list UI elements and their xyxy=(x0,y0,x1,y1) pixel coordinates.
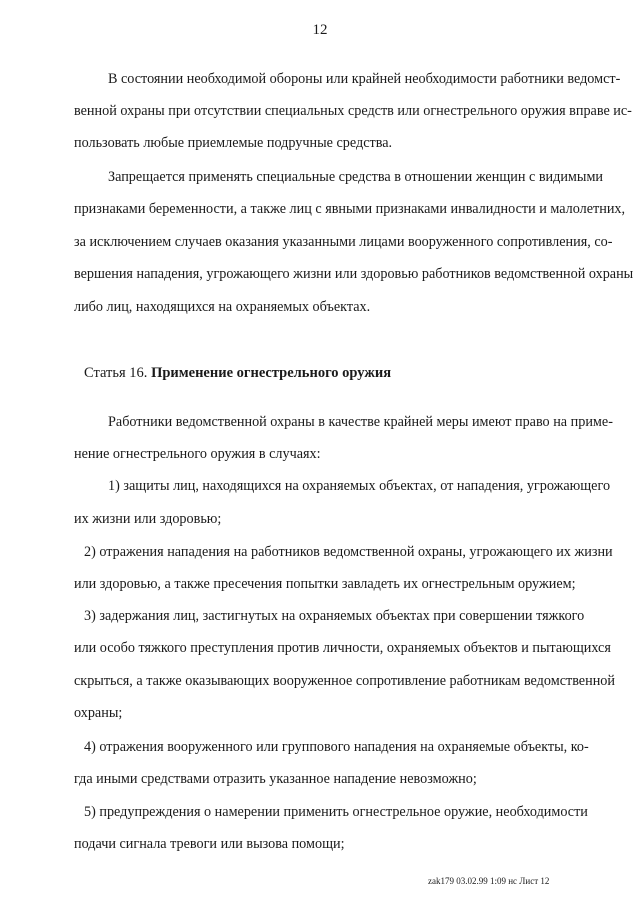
footer-stamp: zak179 03.02.99 1:09 нс Лист 12 xyxy=(428,876,550,886)
paragraph-line: венной охраны при отсутствии специальных средств или огнестрельного оружия вправе ис- xyxy=(74,103,632,119)
paragraph-line: вершения нападения, угрожающего жизни или здоровью работников ведомственной охраны xyxy=(74,266,634,282)
list-item-line: их жизни или здоровью; xyxy=(74,511,222,527)
article-title: Применение огнестрельного оружия xyxy=(151,365,392,381)
article-prefix: Статья 16. xyxy=(84,365,148,381)
list-item-line: 4) отражения вооруженного или группового нападения на охраняемые объекты, ко- xyxy=(84,739,589,755)
paragraph-line: за исключением случаев оказания указанными лицами вооруженного сопротивления, со- xyxy=(74,234,613,250)
list-item-line: охраны; xyxy=(74,705,123,721)
paragraph-line: признаками беременности, а также лиц с явными признаками инвалидности и малолетних, xyxy=(74,201,626,217)
paragraph-line: В состоянии необходимой обороны или крайней необходимости работники ведомст- xyxy=(108,71,621,87)
list-item-line: или здоровью, а также пресечения попытки завладеть их огнестрельным оружием; xyxy=(74,576,576,592)
page-number: 12 xyxy=(312,22,328,38)
list-item-line: или особо тяжкого преступления против личности, охраняемых объектов и пытающихся xyxy=(74,640,611,656)
list-item-line: 5) предупреждения о намерении применить огнестрельное оружие, необходимости xyxy=(84,804,588,820)
list-item-line: 2) отражения нападения на работников ведомственной охраны, угрожающего их жизни xyxy=(84,544,613,560)
paragraph-line: пользовать любые приемлемые подручные средства. xyxy=(74,135,393,151)
list-item-line: скрыться, а также оказывающих вооруженное сопротивление работникам ведомственной xyxy=(74,673,615,689)
paragraph-line: либо лиц, находящихся на охраняемых объектах. xyxy=(74,299,371,315)
paragraph-line: Запрещается применять специальные средства в отношении женщин с видимыми xyxy=(108,169,604,185)
list-item-line: 3) задержания лиц, застигнутых на охраняемых объектах при совершении тяжкого xyxy=(84,608,585,624)
paragraph-line: нение огнестрельного оружия в случаях: xyxy=(74,446,321,462)
list-item-line: 1) защиты лиц, находящихся на охраняемых объектах, от нападения, угрожающего xyxy=(108,478,611,494)
paragraph-line: Работники ведомственной охраны в качестве крайней меры имеют право на приме- xyxy=(108,414,613,430)
list-item-line: подачи сигнала тревоги или вызова помощи; xyxy=(74,836,345,852)
list-item-line: гда иными средствами отразить указанное нападение невозможно; xyxy=(74,771,477,787)
article-heading xyxy=(84,365,391,382)
